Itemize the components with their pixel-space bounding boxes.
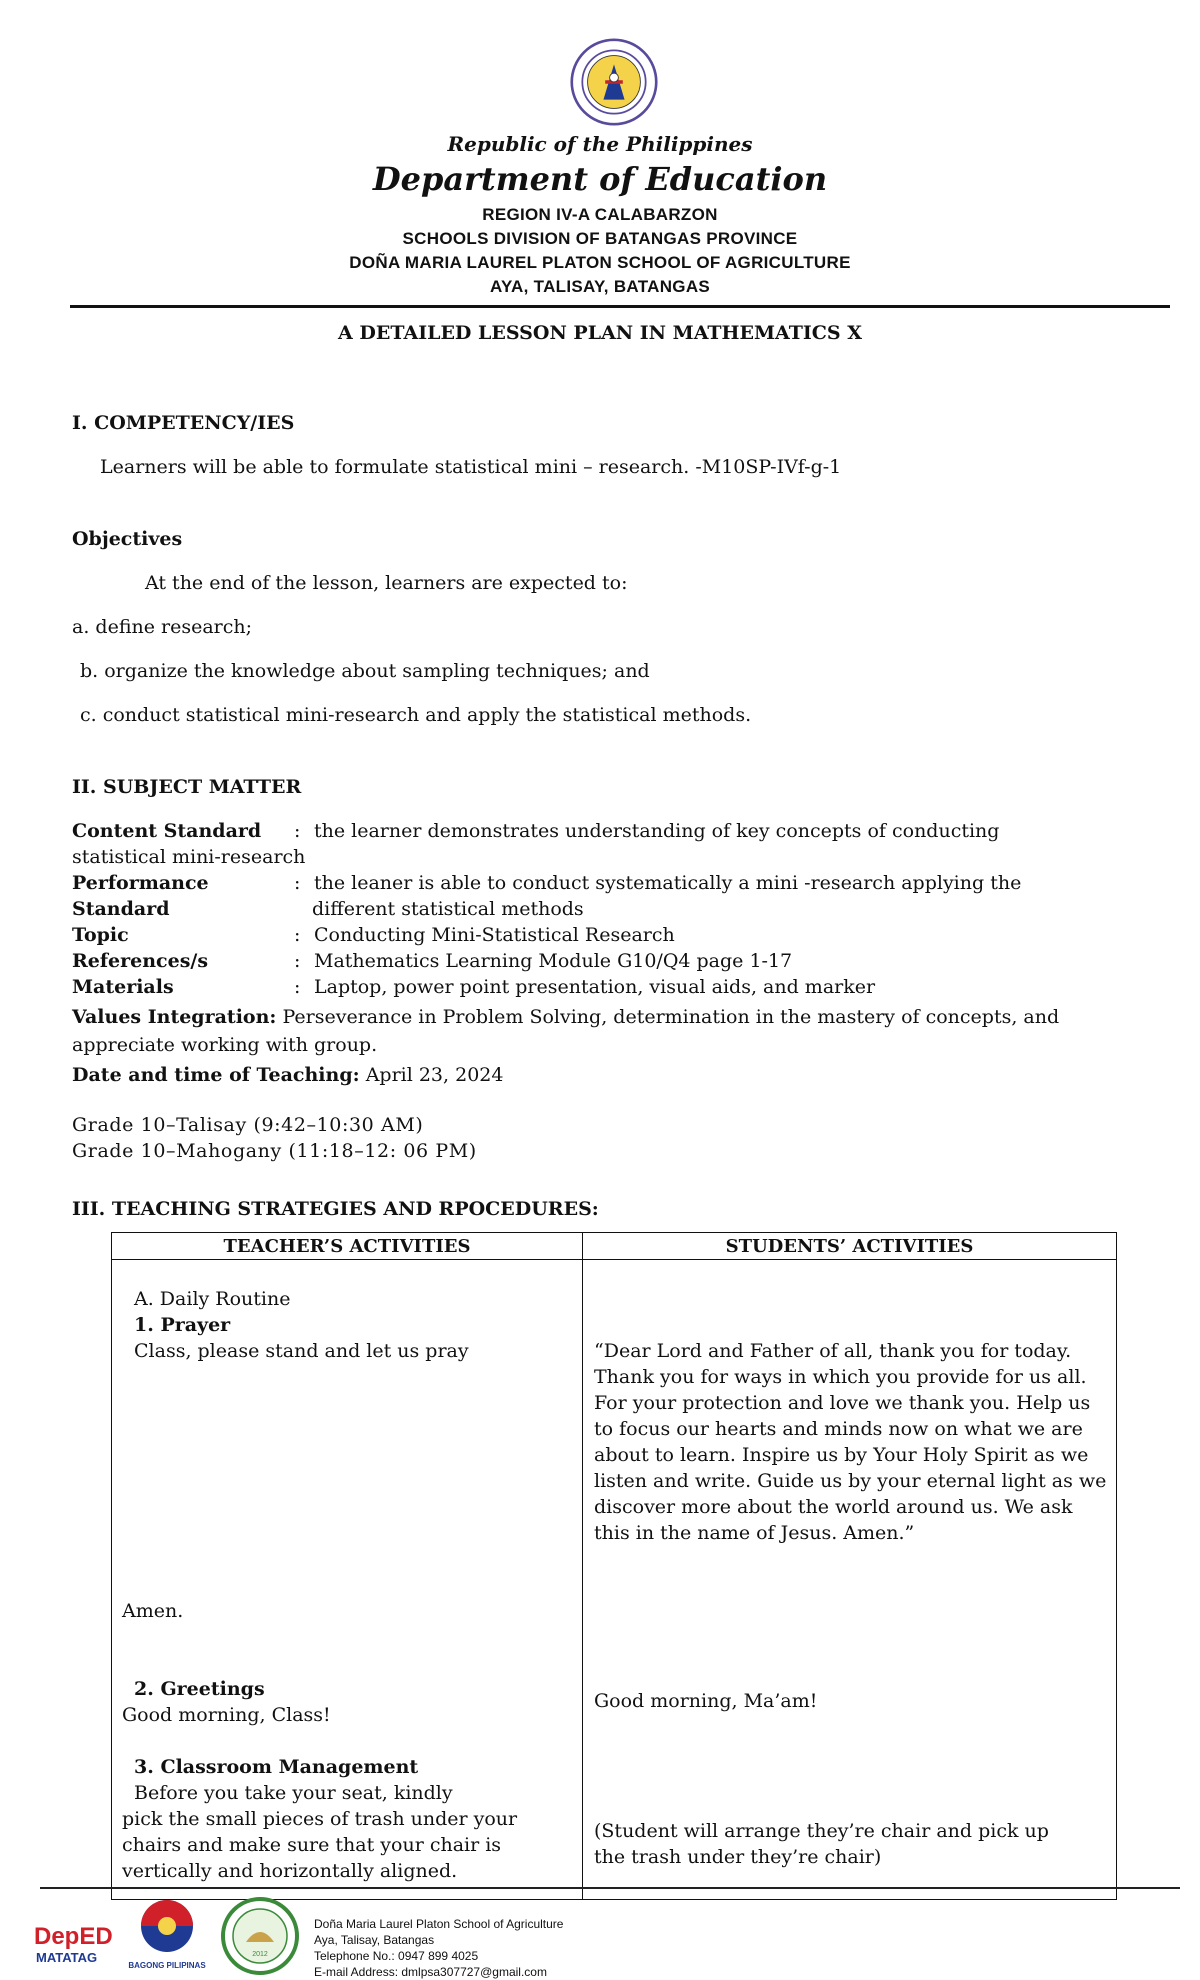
values-integration-value: Perseverance in Problem Solving, determination in the mastery of concepts, and xyxy=(282,1006,1060,1028)
classroom-management-heading: 3. Classroom Management xyxy=(134,1756,419,1778)
objective-item: a. define research; xyxy=(72,616,253,638)
classroom-management-line: Before you take your seat, kindly xyxy=(134,1782,453,1804)
greetings-text: Good morning, Class! xyxy=(122,1704,331,1726)
teacher-activities-cell xyxy=(112,1260,583,1900)
references-label: References/s xyxy=(72,950,209,972)
topic-label: Topic xyxy=(72,924,129,946)
colon: : xyxy=(294,924,301,946)
student-greeting-text: Good morning, Ma’am! xyxy=(594,1690,818,1712)
republic-heading: Republic of the Philippines xyxy=(447,132,753,156)
deped-seal-icon xyxy=(570,38,658,126)
matatag-text: MATATAG xyxy=(36,1950,98,1965)
classroom-management-line: pick the small pieces of trash under your xyxy=(122,1808,518,1830)
objectives-heading: Objectives xyxy=(72,528,183,550)
bagong-pilipinas-logo xyxy=(128,1896,206,1974)
student-cm-line: the trash under they’re chair) xyxy=(594,1846,882,1868)
values-integration-label: Values Integration: xyxy=(72,1006,277,1028)
date-time-line xyxy=(72,1062,503,1088)
topic-value: Conducting Mini-Statistical Research xyxy=(314,924,675,946)
performance-cont: different statistical methods xyxy=(312,898,584,920)
objective-item: b. organize the knowledge about sampling techniques; and xyxy=(80,660,650,682)
classroom-management-line: chairs and make sure that your chair is xyxy=(122,1834,502,1856)
objective-item: c. conduct statistical mini-research and apply the statistical methods. xyxy=(80,704,752,726)
department-heading: Department of Education xyxy=(372,160,828,198)
document-title: A DETAILED LESSON PLAN IN MATHEMATICS X xyxy=(338,322,862,344)
procedures-heading: III. TEACHING STRATEGIES AND RPOCEDURES: xyxy=(72,1198,599,1220)
performance-label: Performance xyxy=(72,872,209,894)
colon: : xyxy=(294,976,301,998)
footer-email: E-mail Address: dmlpsa307727@gmail.com xyxy=(314,1965,547,1979)
amen-text: Amen. xyxy=(122,1600,184,1622)
bagong-pilipinas-text: BAGONG PILIPINAS xyxy=(128,1961,206,1970)
student-cm-line: (Student will arrange they’re chair and pick up xyxy=(594,1820,1049,1842)
activities-table xyxy=(111,1232,1117,1900)
performance-value: the leaner is able to conduct systematically a mini -research applying the xyxy=(314,872,1022,894)
colon: : xyxy=(294,820,301,842)
content-standard-cont: statistical mini-research xyxy=(72,846,306,868)
classroom-management-line: vertically and horizontally aligned. xyxy=(122,1860,458,1882)
date-time-value: April 23, 2024 xyxy=(365,1064,504,1086)
colon: : xyxy=(294,950,301,972)
schedule-talisay: Grade 10–Talisay (9:42–10:30 AM) xyxy=(72,1114,424,1136)
daily-routine-label: A. Daily Routine xyxy=(134,1288,291,1310)
values-integration-cont: appreciate working with group. xyxy=(72,1034,378,1056)
teacher-column-header: TEACHER’S ACTIVITIES xyxy=(112,1233,583,1260)
competency-text: Learners will be able to formulate statistical mini – research. -M10SP-IVf-g-1 xyxy=(100,456,842,478)
division-heading: SCHOOLS DIVISION OF BATANGAS PROVINCE xyxy=(402,229,798,248)
competency-heading: I. COMPETENCY/IES xyxy=(72,412,295,434)
region-heading: REGION IV-A CALABARZON xyxy=(482,205,718,224)
materials-label: Materials xyxy=(72,976,174,998)
greetings-heading: 2. Greetings xyxy=(134,1678,265,1700)
content-standard-value: the learner demonstrates understanding of key concepts of conducting xyxy=(314,820,1000,842)
date-time-label: Date and time of Teaching: xyxy=(72,1064,360,1086)
values-integration-line xyxy=(72,1004,1059,1030)
references-value: Mathematics Learning Module G10/Q4 page 1-17 xyxy=(314,950,793,972)
colon: : xyxy=(294,872,301,894)
subject-matter-heading: II. SUBJECT MATTER xyxy=(72,776,302,798)
deped-matatag-logo xyxy=(30,1920,125,1970)
footer-address: Aya, Talisay, Batangas xyxy=(314,1933,435,1947)
students-column-header: STUDENTS’ ACTIVITIES xyxy=(583,1233,1117,1260)
content-standard-label: Content Standard xyxy=(72,820,262,842)
address-heading: AYA, TALISAY, BATANGAS xyxy=(489,277,711,296)
school-seal-year: 2012 xyxy=(252,1951,268,1958)
footer-school-name: Doña Maria Laurel Platon School of Agriculture xyxy=(314,1917,564,1931)
footer-divider xyxy=(40,1887,1180,1889)
school-heading: DOÑA MARIA LAUREL PLATON SCHOOL OF AGRICULTURE xyxy=(349,253,851,272)
students-activities-cell xyxy=(583,1260,1117,1900)
deped-logo-text: DepED xyxy=(34,1923,113,1950)
prayer-instruction: Class, please stand and let us pray xyxy=(134,1340,469,1362)
student-prayer-text: “Dear Lord and Father of all, thank you for today. Thank you for ways in which you provide for us all. For your protection and love we thank you. Help us to focus our hearts and minds now on what we are about to learn. Inspire us by Your Holy Spirit as we listen and write. Guide us by your eternal light as we discover more about the world around us. We ask this in the name of Jesus. Amen.” xyxy=(594,1340,1107,1544)
school-seal-logo xyxy=(220,1896,300,1976)
footer-phone: Telephone No.: 0947 899 4025 xyxy=(314,1949,479,1963)
prayer-heading: 1. Prayer xyxy=(134,1314,231,1336)
header-divider xyxy=(70,305,1170,308)
materials-value: Laptop, power point presentation, visual aids, and marker xyxy=(314,976,876,998)
schedule-mahogany: Grade 10–Mahogany (11:18–12: 06 PM) xyxy=(72,1140,477,1162)
objectives-intro: At the end of the lesson, learners are expected to: xyxy=(145,572,628,594)
standard-label: Standard xyxy=(72,898,170,920)
